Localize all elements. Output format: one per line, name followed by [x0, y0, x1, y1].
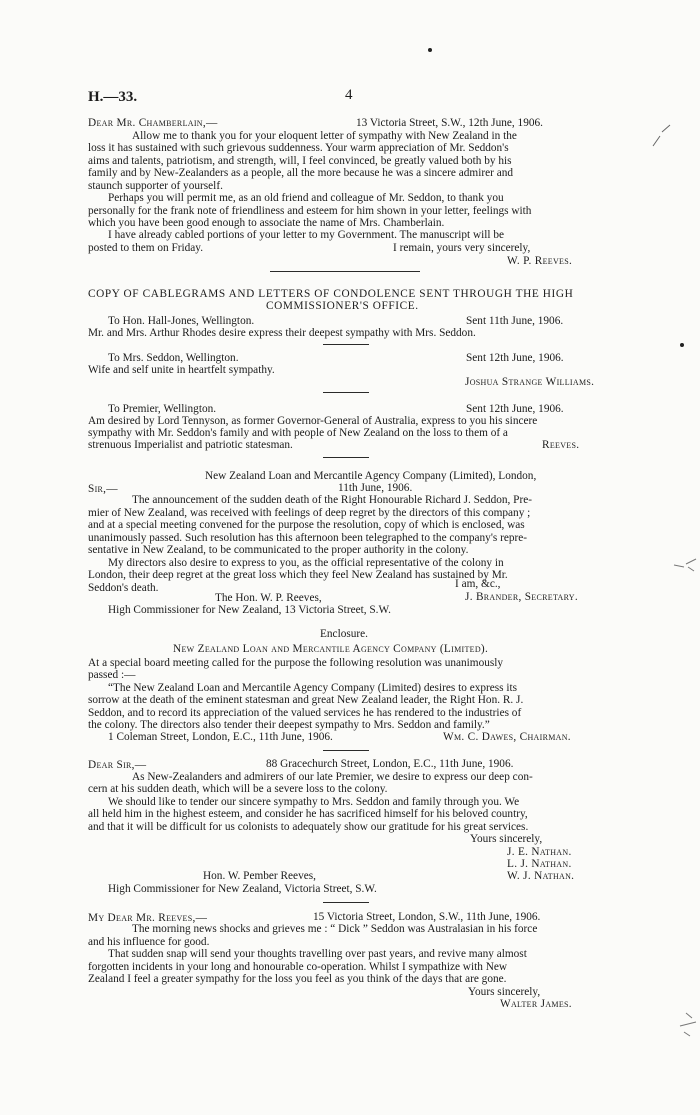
letter2-closing: I am, &c., [455, 578, 501, 590]
letter1-address: 13 Victoria Street, S.W., 12th June, 1906. [356, 117, 543, 129]
letter3-address: 88 Gracechurch Street, London, E.C., 11th June, 1906. [266, 758, 514, 770]
enclosure-line: sorrow at the death of the eminent statesman and great New Zealand leader, the Right Hon. R. J. [88, 694, 524, 706]
letter1-line: staunch supporter of yourself. [88, 180, 223, 192]
section-title: COMMISSIONER'S OFFICE. [266, 300, 419, 312]
cable1-text: Mr. and Mrs. Arthur Rhodes desire express their deepest sympathy with Mrs. Seddon. [88, 327, 476, 339]
letter1-signature: W. P. Reeves. [507, 255, 573, 267]
letter3-recipient: Hon. W. Pember Reeves, [203, 870, 316, 882]
letter2-line: and at a special meeting convened for the purpose the resolution, copy of which is enclosed, was [88, 519, 525, 531]
section-divider [270, 271, 420, 272]
cable2-signature: Joshua Strange Williams. [465, 376, 595, 388]
letter1-line: family and by New-Zealanders as a people, all the more because he was a sincere admirer and [88, 167, 514, 179]
enclosure-place-date: 1 Coleman Street, London, E.C., 11th June, 1906. [108, 731, 333, 743]
letter2-address: New Zealand Loan and Mercantile Agency Company (Limited), London, [205, 470, 537, 482]
cable3-line: Am desired by Lord Tennyson, as former Governor-General of Australia, express to you his sincere [88, 415, 538, 427]
enclosure-heading: Enclosure. [320, 628, 368, 640]
letter4-line: forgotten incidents in your long and honourable co-operation. Whilst I sympathize with New [88, 961, 508, 973]
enclosure-line: “The New Zealand Loan and Mercantile Agency Company (Limited) desires to express its [108, 682, 518, 694]
page-number: 4 [345, 87, 353, 103]
letter1-line: Allow me to thank you for your eloquent letter of sympathy with New Zealand in the [132, 130, 517, 142]
letter3-line: cern at his sudden death, which will be a severe loss to the colony. [88, 783, 388, 795]
letter3-signature: W. J. Nathan. [507, 870, 575, 882]
letter1-line: aims and talents, patriotism, and strength, will, I feel convinced, be greatly valued both by his [88, 155, 512, 167]
letter2-line: sentative in New Zealand, to be communicated to the proper authority in the colony. [88, 544, 469, 556]
enclosure-company: New Zealand Loan and Mercantile Agency Company (Limited). [173, 643, 489, 655]
short-divider [323, 392, 369, 393]
document-reference: H.—33. [88, 89, 138, 105]
letter4-signature: Walter James. [500, 998, 572, 1010]
letter2-signature: J. Brander, Secretary. [465, 591, 578, 603]
enclosure-line: Seddon, and to record its appreciation of the valued services he has rendered to the industries of [88, 707, 522, 719]
letter4-line: The morning news shocks and grieves me : “ Dick ” Seddon was Australasian in his force [132, 923, 538, 935]
speck-mark [428, 48, 432, 52]
letter2-line: The announcement of the sudden death of the Right Honourable Richard J. Seddon, Pre- [132, 494, 532, 506]
letter4-line: and his influence for good. [88, 936, 210, 948]
letter3-signature: L. J. Nathan. [507, 858, 572, 870]
letter2-line: mier of New Zealand, was received with feelings of deep regret by the directors of this company ; [88, 507, 531, 519]
letter1-line: loss it has sustained with such grievous suddenness. Your warm appreciation of Mr. Seddon's [88, 142, 509, 154]
letter3-recipient-title: High Commissioner for New Zealand, Victoria Street, S.W. [108, 883, 377, 895]
cable2-to: To Mrs. Seddon, Wellington. [108, 352, 239, 364]
letter4-address: 15 Victoria Street, London, S.W., 11th June, 1906. [313, 911, 541, 923]
letter2-line: Seddon's death. [88, 582, 159, 594]
cable3-line: strenuous Imperialist and patriotic statesman. [88, 439, 293, 451]
letter3-signature: J. E. Nathan. [507, 846, 572, 858]
cable1-to: To Hon. Hall-Jones, Wellington. [108, 315, 255, 327]
letter1-line: Perhaps you will permit me, as an old friend and colleague of Mr. Seddon, to thank you [108, 192, 504, 204]
cable3-to: To Premier, Wellington. [108, 403, 217, 415]
enclosure-signature: Wm. C. Dawes, Chairman. [443, 731, 571, 743]
letter1-line: posted to them on Friday. [88, 242, 204, 254]
cable2-date: Sent 12th June, 1906. [466, 352, 564, 364]
enclosure-line: the colony. The directors also tender their deepest sympathy to Mrs. Seddon and family.” [88, 719, 490, 731]
cable3-date: Sent 12th June, 1906. [466, 403, 564, 415]
margin-pencil-mark [672, 555, 698, 575]
letter3-closing: Yours sincerely, [470, 833, 543, 845]
short-divider [323, 750, 369, 751]
letter4-line: Zealand I feel a greater sympathy for the loss you feel as you think of the days that are gone. [88, 973, 507, 985]
cable2-text: Wife and self unite in heartfelt sympathy. [88, 364, 275, 376]
letter2-line: unanimously passed. Such resolution has this afternoon been telegraphed to the company's repre- [88, 532, 528, 544]
letter3-salutation: Dear Sir,— [88, 759, 147, 771]
letter1-salutation: Dear Mr. Chamberlain,— [88, 117, 218, 129]
enclosure-line: At a special board meeting called for the purpose the following resolution was unanimously [88, 657, 504, 669]
cable1-date: Sent 11th June, 1906. [466, 315, 564, 327]
letter2-line: My directors also desire to express to you, as the official representative of the colony in [108, 557, 504, 569]
letter1-closing: I remain, yours very sincerely, [393, 242, 531, 254]
letter2-date: 11th June, 1906. [338, 482, 413, 494]
cable3-signature: Reeves. [542, 439, 580, 451]
letter2-recipient-title: High Commissioner for New Zealand, 13 Victoria Street, S.W. [108, 604, 391, 616]
margin-pencil-mark [650, 122, 672, 150]
letter2-line: London, their deep regret at the great loss which they feel New Zealand has sustained by Mr. [88, 569, 508, 581]
letter3-line: all held him in the highest esteem, and consider he has sacrificed himself for his beloved country, [88, 808, 528, 820]
letter2-recipient: The Hon. W. P. Reeves, [215, 592, 322, 604]
short-divider [323, 344, 369, 345]
short-divider [323, 902, 369, 903]
short-divider [323, 457, 369, 458]
letter1-line: personally for the frank note of friendliness and esteem for him shown in your letter, feelings with [88, 205, 532, 217]
letter4-line: That sudden snap will send your thoughts travelling over past years, and revive many almost [108, 948, 527, 960]
letter3-line: As New-Zealanders and admirers of our late Premier, we desire to express our deep con- [132, 771, 533, 783]
letter3-line: and that it will be difficult for us colonists to adequately show our gratitude for his great services. [88, 821, 529, 833]
letter4-salutation: My Dear Mr. Reeves,— [88, 912, 208, 924]
letter2-salutation: Sir,— [88, 483, 118, 495]
cable3-line: sympathy with Mr. Seddon's family and with people of New Zealand on the loss to them of a [88, 427, 508, 439]
letter1-line: which you have been good enough to associate the name of Mrs. Chamberlain. [88, 217, 445, 229]
speck-mark [680, 343, 684, 347]
section-title: COPY OF CABLEGRAMS AND LETTERS OF CONDOLENCE SENT THROUGH THE HIGH [88, 288, 574, 300]
margin-pencil-mark [672, 1010, 698, 1040]
letter4-closing: Yours sincerely, [468, 986, 541, 998]
letter3-line: We should like to tender our sincere sympathy to Mrs. Seddon and family through you. We [108, 796, 520, 808]
letter1-line: I have already cabled portions of your letter to my Government. The manuscript will be [108, 229, 505, 241]
enclosure-line: passed :— [88, 669, 136, 681]
